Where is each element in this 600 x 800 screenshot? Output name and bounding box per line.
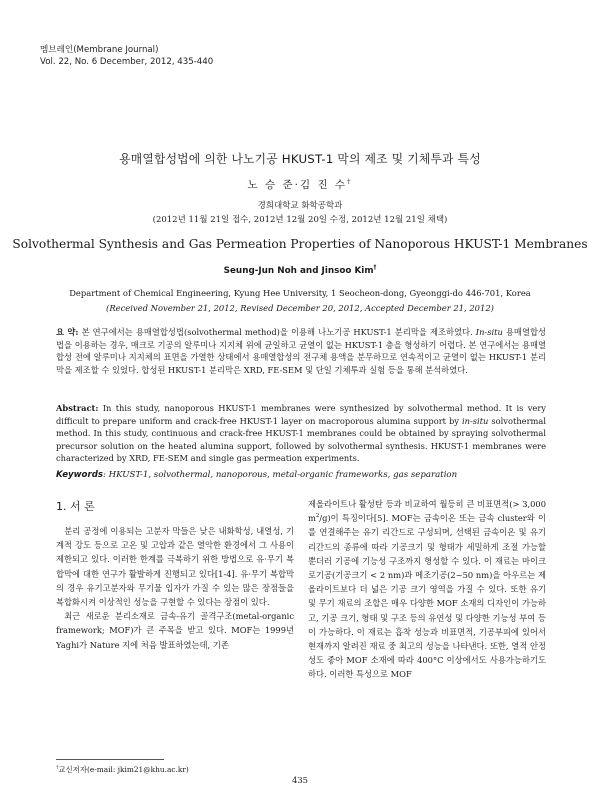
dates-english: (Received November 21, 2012, Revised December 20, 2012, Accepted December 21, 2012) <box>106 303 494 313</box>
abstract-korean-text-b: 용매열합성법을 이용하는 경우, 매크로 기공의 알루미나 지지체 위에 균일하고 균열이 없는 HKUST-1 층을 형성하기 어렵다. 본 연구에서는 용매열합성 전에 알루미나 지지체의 표면을 가열한 상태에서 용매열합성의 전구체 용액을 분무하므로 연속적이고 균열이 없는 HKUST-1 분리막을 제조할 수 있었다. 합성된 HKUST-1 분리막은 XRD, FE-SEM 및 단일 기체투과 실험 등을 통해 분석하였다. <box>56 327 546 375</box>
authors-korean-names: 노 승 준·김 진 수 <box>247 179 348 191</box>
body-left-column <box>56 524 294 652</box>
authors-english <box>0 266 600 276</box>
dates-korean: (2012년 11월 21일 접수, 2012년 12월 20일 수정, 2012년 12월 21일 채택) <box>152 215 448 225</box>
journal-name: 멤브레인(Membrane Journal) <box>40 45 159 55</box>
abstract-english <box>56 402 546 465</box>
unit-superscript: 2 <box>315 513 320 520</box>
body-paragraph-1: 분리 공정에 이용되는 고분자 막들은 낮은 내화학성, 내열성, 기계적 강도 등으로 고온 및 고압과 같은 열악한 환경에서 그 사용이 제한되고 있다. 이러한 한계를 극복하기 위한 방법으로 유·무기 복합막에 대한 연구가 활발하게 진행되고 있다[1-4]. 유·무기 복합막의 경우 유기고분자와 무기물 입자가 가질 수 있는 많은 장점들을 복합화시켜 이상적인 성능을 구현할 수 있다는 장점이 있다. <box>56 526 294 608</box>
footnote-divider <box>56 759 164 760</box>
affiliation-korean: 경희대학교 화학공학과 <box>257 201 343 211</box>
corresponding-author-mark: † <box>347 177 353 186</box>
keywords-label: Keywords <box>56 470 103 480</box>
body-paragraph-3-a: 제올라이트나 활성탄 등과 비교하여 월등히 큰 비표면적(> 3,000 m <box>308 499 546 524</box>
footnote-text: 교신저자(e-mail: jkim21@khu.ac.kr) <box>58 765 189 774</box>
body-paragraph-3 <box>308 497 546 682</box>
footnote <box>56 764 189 775</box>
body-paragraph-3-b: /g)이 특징이다[5]. MOF는 금속이온 또는 금속 cluster와 이를 연결해주는 유기 리간드로 구성되며, 선택된 금속이온 및 유기 리간드의 종류에 따라 기공크기 및 형태가 세밀하게 조절 가능할 뿐더러 기공에 기능성 구조까지 형성할 수 있다. 이 재료는 마이크로기공(기공크기 < 2 nm)과 메조기공(2~50 nm)을 아우르는 제올라이트보다 더 넓은 기공 크기 영역을 가질 수 있다. 또한 유기 및 무기 재료의 조합은 매우 다양한 MOF 소재의 디자인이 가능하고, 기공 크기, 형태 및 구조 등의 유연성 및 다양한 기능성 부여 등이 가능하다. 이 재료는 흡착 성능과 비표면적, 기공부피에 있어서 현재까지 알려진 재료 중 최고의 성능을 나타낸다. 또한, 열적 안정성도 좋아 MOF 소재에 따라 400°C 이상에서도 사용가능하기도 하다. 이러한 특성으로 MOF <box>308 513 546 680</box>
title-english: Solvothermal Synthesis and Gas Permeation Properties of Nanoporous HKUST-1 Membranes <box>12 237 588 251</box>
abstract-korean <box>56 326 546 376</box>
keywords-text: : HKUST-1, solvothermal, nanoporous, metal-organic frameworks, gas separation <box>102 470 458 480</box>
abstract-korean-insitu: In-situ <box>475 327 503 337</box>
keywords <box>56 470 457 480</box>
abstract-korean-text-a: 본 연구에서는 용매열합성법(solvothermal method)을 이용해 나노기공 HKUST-1 분리막을 제조하였다. <box>81 327 473 337</box>
footnote-mark: † <box>56 765 59 771</box>
abstract-english-insitu: in-situ <box>462 415 489 426</box>
authors-english-names: Seung-Jun Noh and Jinsoo Kim <box>223 266 374 276</box>
affiliation-english: Department of Chemical Engineering, Kyung Hee University, 1 Seocheon-dong, Gyeonggi-do 446-701, Korea <box>69 288 531 298</box>
corresponding-author-mark-en: † <box>373 265 377 272</box>
page-number: 435 <box>292 775 308 785</box>
abstract-english-text-b: solvothermal method. In this study, continuous and crack-free HKUST-1 membranes could be obtained by spraying solvothermal precursor solution on the heated alumina support, followed by solvothermal synthesis. HKUST-1 membranes were characterized by XRD, FE-SEM and single gas permeation experiments. <box>56 415 547 464</box>
body-paragraph-2: 최근 새로운 분리소재로 금속-유기 골격구조(metal-organic framework; MOF)가 큰 주목을 받고 있다. MOF는 1999년 Yaghi가 Nature 지에 처음 발표하였는데, 기존 <box>56 611 294 650</box>
abstract-korean-label: 요 약: <box>56 327 79 337</box>
body-right-column <box>308 497 546 682</box>
title-korean: 용매열합성법에 의한 나노기공 HKUST-1 막의 제조 및 기체투과 특성 <box>119 152 481 166</box>
section-heading-introduction: 1. 서 론 <box>56 500 95 513</box>
abstract-english-text-a: In this study, nanoporous HKUST-1 membranes were synthesized by solvothermal method. It is very difficult to prepare uniform and crack-free HKUST-1 layer on macroporous alumina support by <box>56 403 546 426</box>
abstract-english-label: Abstract: <box>56 403 99 413</box>
journal-volume-line: Vol. 22, No. 6 December, 2012, 435-440 <box>40 57 214 67</box>
authors-korean <box>0 177 600 192</box>
